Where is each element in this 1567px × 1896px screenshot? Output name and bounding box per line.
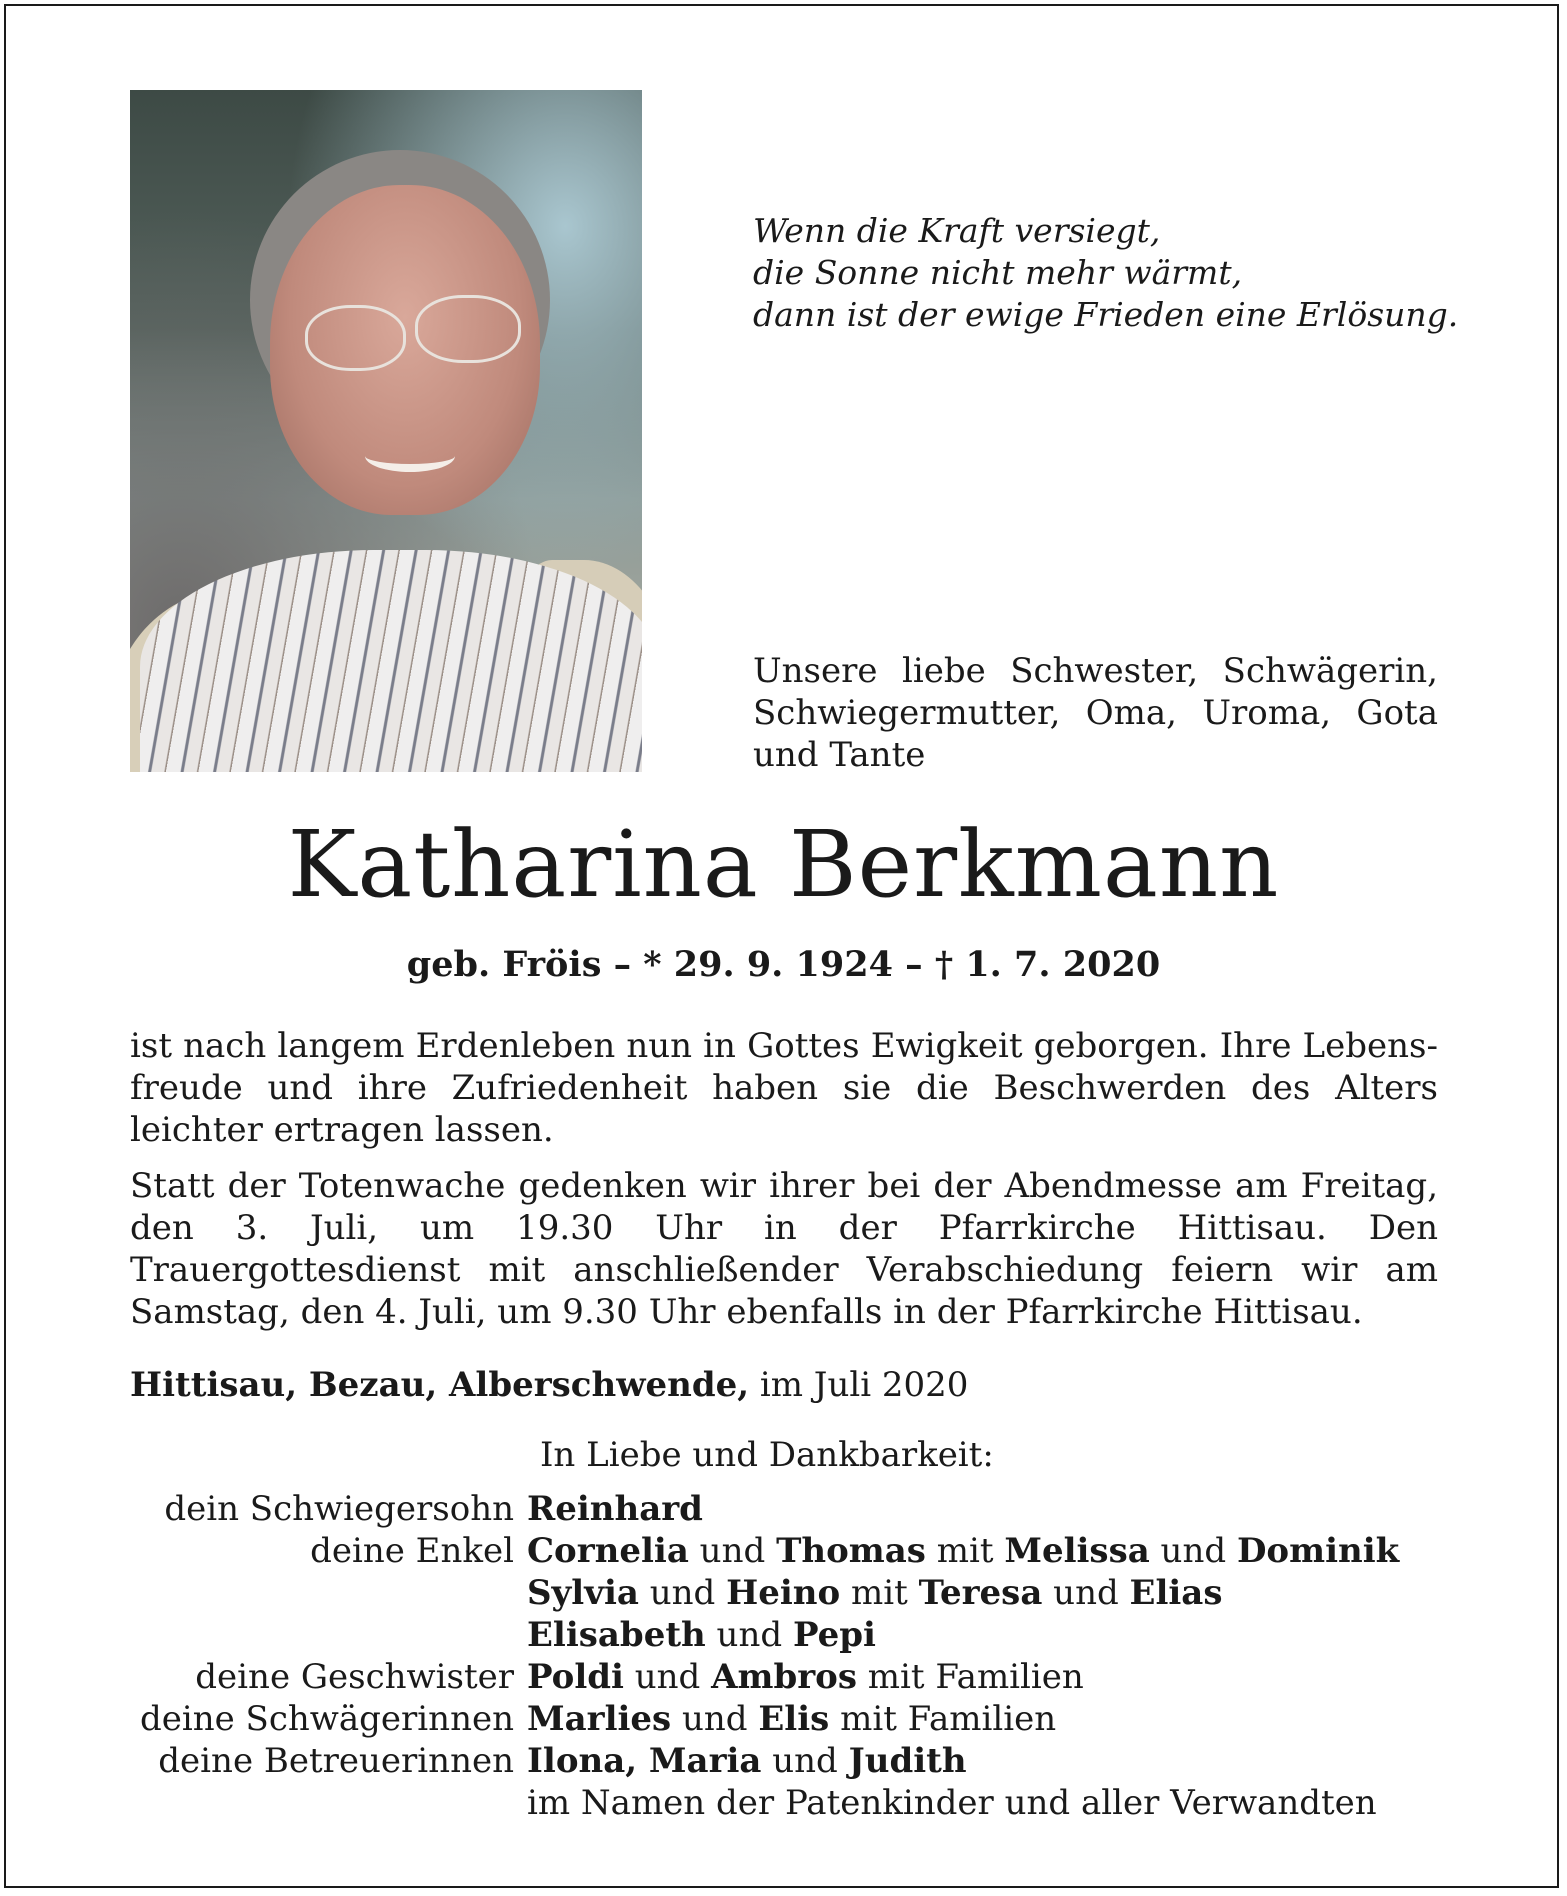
family-row bbox=[130, 1614, 1460, 1656]
family-member-name: Thomas bbox=[776, 1531, 926, 1571]
family-names bbox=[527, 1782, 1377, 1824]
birth-death-dates: geb. Fröis – * 29. 9. 1924 – † 1. 7. 2020 bbox=[406, 944, 1161, 985]
family-member-name: Sylvia bbox=[527, 1573, 639, 1613]
family-names bbox=[527, 1656, 1084, 1698]
family-member-name: Dominik bbox=[1236, 1531, 1400, 1571]
family-member-name: Ilona, Maria bbox=[527, 1741, 762, 1781]
deceased-name: Katharina Berkmann bbox=[287, 811, 1280, 918]
body-paragraph-2: Statt der Totenwache gedenken wir ihrer bei der Abendmesse am Freitag, den 3. Juli, um 19.30 Uhr in der Pfarrkirche Hittisau. Den Trauergottesdienst mit anschließender Verabschiedung feiern wir am Samstag, den 4. Juli, um 9.30 Uhr ebenfalls in der Pfarrkirche Hittisau. bbox=[130, 1166, 1438, 1332]
memorial-verse bbox=[753, 210, 1473, 336]
family-member-name: Melissa bbox=[1004, 1531, 1150, 1571]
body-paragraph-1: ist nach langem Erdenleben nun in Gottes Ewigkeit geborgen. Ihre Lebensfreude und ihre Zufriedenheit haben sie die Beschwerden des Alters leichter ertragen lassen. bbox=[130, 1026, 1438, 1150]
family-row bbox=[130, 1530, 1460, 1572]
family-connector: und bbox=[638, 1573, 727, 1613]
family-connector: und bbox=[671, 1699, 759, 1739]
family-connector: und bbox=[688, 1531, 777, 1571]
family-member-name: Elisabeth bbox=[527, 1615, 706, 1655]
family-role bbox=[130, 1614, 527, 1656]
family-connector: mit bbox=[925, 1531, 1005, 1571]
family-member-name: Cornelia bbox=[527, 1531, 689, 1571]
family-names bbox=[527, 1530, 1399, 1572]
family-connector: mit Familien bbox=[829, 1699, 1057, 1739]
family-connector: und bbox=[1042, 1573, 1130, 1613]
place-names: Hittisau, Bezau, Alberschwende, bbox=[130, 1365, 750, 1405]
family-role bbox=[130, 1782, 527, 1824]
family-list bbox=[130, 1488, 1460, 1824]
family-member-name: Judith bbox=[848, 1741, 967, 1781]
family-connector: mit bbox=[840, 1573, 919, 1613]
family-row bbox=[130, 1656, 1460, 1698]
family-member-name: Reinhard bbox=[527, 1489, 703, 1529]
family-names bbox=[527, 1614, 876, 1656]
thanks-line: In Liebe und Dankbarkeit: bbox=[540, 1435, 994, 1475]
family-role: deine Schwägerinnen bbox=[139, 1699, 514, 1739]
family-member-name: Elias bbox=[1129, 1573, 1223, 1613]
family-row bbox=[130, 1782, 1460, 1824]
place-and-date bbox=[130, 1364, 968, 1406]
portrait-photo bbox=[130, 90, 642, 772]
family-connector: im Namen der Patenkinder und aller Verwandten bbox=[527, 1783, 1377, 1823]
family-row bbox=[130, 1740, 1460, 1782]
family-role bbox=[130, 1572, 527, 1614]
verse-line: dann ist der ewige Frieden eine Erlösung. bbox=[753, 295, 1459, 334]
family-connector: und bbox=[761, 1741, 849, 1781]
family-member-name: Ambros bbox=[711, 1657, 857, 1697]
intro-text: Unsere liebe Schwester, Schwägerin, Schwiegermutter, Oma, Uroma, Gota und Tante bbox=[753, 651, 1438, 775]
verse-line: Wenn die Kraft versiegt, bbox=[753, 211, 1161, 250]
family-role: deine Betreuerinnen bbox=[158, 1741, 514, 1781]
family-row bbox=[130, 1572, 1460, 1614]
family-connector: und bbox=[1149, 1531, 1237, 1571]
family-member-name: Heino bbox=[726, 1573, 841, 1613]
family-connector: und bbox=[705, 1615, 793, 1655]
family-member-name: Elis bbox=[758, 1699, 830, 1739]
family-member-name: Teresa bbox=[918, 1573, 1043, 1613]
date-text: im Juli 2020 bbox=[749, 1365, 969, 1405]
family-names bbox=[527, 1698, 1056, 1740]
family-row bbox=[130, 1698, 1460, 1740]
family-names bbox=[527, 1572, 1222, 1614]
verse-line: die Sonne nicht mehr wärmt, bbox=[753, 253, 1243, 292]
family-row bbox=[130, 1488, 1460, 1530]
family-names bbox=[527, 1488, 703, 1530]
family-role: deine Geschwister bbox=[195, 1657, 514, 1697]
family-member-name: Marlies bbox=[527, 1699, 672, 1739]
family-connector: und bbox=[623, 1657, 712, 1697]
family-role: dein Schwiegersohn bbox=[164, 1489, 514, 1529]
family-member-name: Pepi bbox=[792, 1615, 876, 1655]
family-names bbox=[527, 1740, 967, 1782]
family-connector: mit Familien bbox=[857, 1657, 1084, 1697]
family-role: deine Enkel bbox=[310, 1531, 514, 1571]
family-member-name: Poldi bbox=[527, 1657, 624, 1697]
